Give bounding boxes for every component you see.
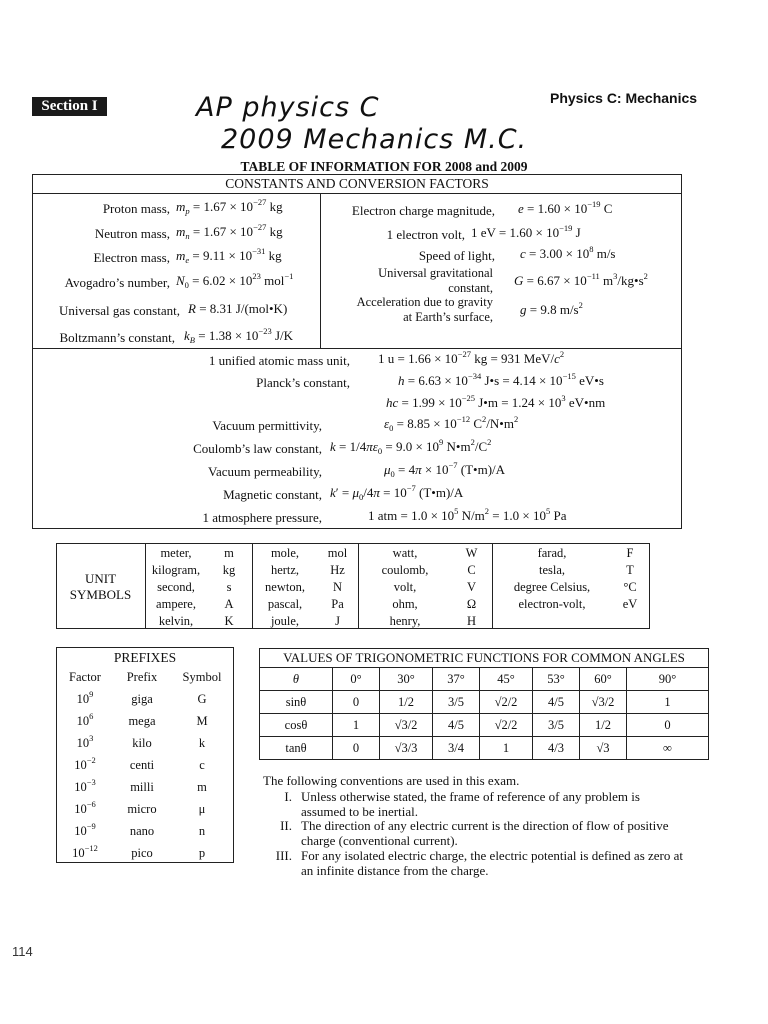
unit-symbol: T xyxy=(626,563,634,577)
trig-cell: √2/2 xyxy=(480,714,533,737)
trig-cell: 3/5 xyxy=(533,714,580,737)
symbol-cell: c xyxy=(199,757,205,772)
prefix-cell: micro xyxy=(127,801,157,816)
symbol-cell: m xyxy=(197,779,207,794)
unit-name: coulomb, xyxy=(381,563,429,577)
unit-name: ohm, xyxy=(392,597,418,611)
unit-symbol: J xyxy=(335,614,340,628)
unit-symbol: K xyxy=(224,614,234,628)
gravity-accel-value: g = 9.8 $m/s^2$ xyxy=(520,300,583,317)
boltzmann-value: $k_B = 1.38 \times 10^{-23}$ J/K xyxy=(184,326,294,345)
table-row xyxy=(58,842,232,864)
sin-label: sinθ xyxy=(260,691,333,714)
electron-mass-value: $m_e = 9.11 \times 10^{-31}$ kg xyxy=(176,246,282,265)
trig-cell: 0 xyxy=(333,691,380,714)
table-row xyxy=(253,545,358,562)
electron-mass-label: Electron mass, xyxy=(93,250,170,265)
angle-header: 45° xyxy=(480,668,533,691)
unit-symbol: W xyxy=(465,546,478,560)
tan-label: tanθ xyxy=(260,737,333,760)
trig-cell: 0 xyxy=(333,737,380,760)
atmosphere-value: 1 atm = $1.0 \times 10^5$ $N/m^2 = 1.0 \times 10^5$ Pa xyxy=(368,506,567,523)
planck-label: Planck’s constant, xyxy=(256,375,350,390)
unit-symbol: m xyxy=(224,546,234,560)
symbol-cell: p xyxy=(198,845,206,860)
factor-cell: $10^6$ xyxy=(76,710,94,728)
boltzmann-label: Boltzmann’s constant, xyxy=(59,330,175,345)
amu-value: 1 $u = 1.66 \times 10^{-27}$ kg = 931 MeV/$c^2$ xyxy=(378,349,565,366)
gravitational-label-2: constant, xyxy=(448,281,493,295)
speed-of-light-value: $c = 3.00 \times 10^8$ m/s xyxy=(520,244,616,261)
neutron-mass-label: Neutron mass, xyxy=(94,226,170,241)
convention-text-cont: assumed to be inertial. xyxy=(301,804,418,819)
course-title: Physics C: Mechanics xyxy=(550,90,698,106)
unit-name: watt, xyxy=(392,546,418,560)
factor-cell: $10^{-9}$ xyxy=(74,820,96,838)
convention-number: III. xyxy=(275,848,292,863)
unit-name: henry, xyxy=(389,614,421,628)
unit-symbol: mol xyxy=(327,546,348,560)
prefixes-heading: PREFIXES xyxy=(113,650,177,665)
cos-label: cosθ xyxy=(260,714,333,737)
prefix-cell: centi xyxy=(129,757,155,772)
unit-symbol: eV xyxy=(622,597,638,611)
trig-cell: 3/4 xyxy=(433,737,480,760)
unit-name: mole, xyxy=(270,546,300,560)
table-row xyxy=(58,666,232,688)
table-row xyxy=(493,545,649,562)
conventions-intro: The following conventions are used in this exam. xyxy=(263,773,520,788)
planck-value-h: $h = 6.63 \times 10^{-34}$ J•s = $4.14 \times 10^{-15}$ eV•s xyxy=(398,371,604,388)
unit-symbol: Ω xyxy=(466,597,477,611)
angle-header: 90° xyxy=(627,668,709,691)
table-row xyxy=(260,737,709,760)
unit-name: newton, xyxy=(265,580,305,594)
speed-of-light-label: Speed of light, xyxy=(418,248,495,263)
table-row xyxy=(493,596,649,613)
units-col-1 xyxy=(146,545,252,630)
table-row xyxy=(146,596,252,613)
trig-cell: 1 xyxy=(333,714,380,737)
unit-name: ampere, xyxy=(156,597,196,611)
unit-symbol: kg xyxy=(222,563,236,577)
convention-text-cont: charge (conventional current). xyxy=(301,833,458,848)
gravity-accel-label-2: at Earth’s surface, xyxy=(403,310,493,324)
table-row xyxy=(146,545,252,562)
table-row xyxy=(58,688,232,710)
table-row xyxy=(359,596,492,613)
table-row xyxy=(58,776,232,798)
magnetic-constant-label: Magnetic constant, xyxy=(223,487,322,502)
convention-text: For any isolated electric charge, the electric potential is defined as zero at xyxy=(301,848,684,863)
amu-label: 1 unified atomic mass unit, xyxy=(208,353,350,368)
angle-header: 53° xyxy=(533,668,580,691)
unit-symbol: N xyxy=(332,580,343,594)
table-row xyxy=(260,649,709,668)
unit-symbol: Pa xyxy=(331,597,344,611)
factor-cell: $10^9$ xyxy=(76,688,94,706)
prefix-cell: pico xyxy=(131,845,153,860)
convention-text-cont: an infinite distance from the charge. xyxy=(301,863,489,878)
symbol-cell: μ xyxy=(198,801,206,816)
table-row xyxy=(359,545,492,562)
convention-text: The direction of any electric current is the direction of flow of positive xyxy=(301,818,669,833)
trig-cell: 1/2 xyxy=(380,691,433,714)
prefix-cell: nano xyxy=(129,823,155,838)
trig-table xyxy=(259,648,709,760)
trig-cell: 4/3 xyxy=(533,737,580,760)
table-row xyxy=(260,691,709,714)
prefix-cell: giga xyxy=(131,691,153,706)
unit-name: degree Celsius, xyxy=(513,580,591,594)
unit-label-2: SYMBOLS xyxy=(69,587,132,602)
table-row xyxy=(146,613,252,630)
avogadro-value: $N_0 = 6.02 \times 10^{23}$ mol$^{-1}$ xyxy=(176,271,294,290)
unit-name: volt, xyxy=(393,580,417,594)
gas-constant-value: R = 8.31 J/(mol•K) xyxy=(188,301,288,316)
convention-text: Unless otherwise stated, the frame of reference of any problem is xyxy=(301,789,640,804)
unit-symbol: Hz xyxy=(330,563,345,577)
unit-name: meter, xyxy=(160,546,192,560)
trig-cell: √3/3 xyxy=(380,737,433,760)
symbol-cell: n xyxy=(198,823,206,838)
avogadro-label: Avogadro’s number, xyxy=(64,275,170,290)
table-row xyxy=(260,714,709,737)
unit-name: second, xyxy=(157,580,195,594)
table-row xyxy=(260,668,709,691)
convention-number: I. xyxy=(284,789,292,804)
handwritten-subtitle: 2009 Mechanics M.C. xyxy=(221,124,528,155)
angle-header: 60° xyxy=(580,668,627,691)
symbol-cell: k xyxy=(198,735,206,750)
prefixes-grid xyxy=(58,666,232,864)
trig-cell: √3 xyxy=(580,737,627,760)
table-row xyxy=(359,562,492,579)
unit-name: hertz, xyxy=(270,563,300,577)
prefix-cell: milli xyxy=(130,779,154,794)
neutron-mass-value: $m_n = 1.67 \times 10^{-27}$ kg xyxy=(176,222,283,241)
planck-value-hc: hc = $1.99 \times 10^{-25}$ J•m = $1.24 \times 10^3$ eV•nm xyxy=(386,393,606,410)
coulomb-value: $k = 1/4\pi\varepsilon_0 = 9.0 \times 10^9$ $N•m^2/C^2$ xyxy=(330,437,492,456)
unit-symbol: V xyxy=(466,580,477,594)
table-row xyxy=(58,754,232,776)
unit-name: farad, xyxy=(537,546,567,560)
proton-mass-label: Proton mass, xyxy=(102,201,170,216)
vacuum-permeability-value: $\mu_0 = 4\pi \times 10^{-7}$ (T•m)/A xyxy=(384,460,506,479)
page-number: 114 xyxy=(12,944,33,959)
atmosphere-label: 1 atmosphere pressure, xyxy=(202,510,322,525)
trig-cell: ∞ xyxy=(627,737,709,760)
electron-volt-value: 1 eV = $1.60 \times 10^{-19}$ J xyxy=(471,223,581,240)
factor-cell: $10^{-6}$ xyxy=(74,798,96,816)
angle-header: 0° xyxy=(333,668,380,691)
units-col-3 xyxy=(359,545,492,630)
unit-symbol: s xyxy=(226,580,232,594)
table-row xyxy=(253,613,358,630)
proton-mass-value: $m_p = 1.67 \times 10^{-27}$ kg xyxy=(176,197,283,216)
vacuum-permeability-label: Vacuum permeability, xyxy=(208,464,322,479)
unit-name: kelvin, xyxy=(158,614,194,628)
factor-cell: $10^3$ xyxy=(76,732,94,750)
symbol-cell: G xyxy=(197,691,207,706)
prefix-header: Prefix xyxy=(126,669,158,684)
convention-number: II. xyxy=(280,818,292,833)
unit-symbol: F xyxy=(626,546,634,560)
table-row xyxy=(253,579,358,596)
trig-cell: 4/5 xyxy=(533,691,580,714)
handwritten-title: AP physics C xyxy=(196,92,380,123)
trig-cell: √3/2 xyxy=(380,714,433,737)
unit-name: joule, xyxy=(270,614,300,628)
unit-name: pascal, xyxy=(267,597,303,611)
gravitational-label: Universal gravitational xyxy=(378,266,493,280)
electron-charge-value: $e = 1.60 \times 10^{-19}$ C xyxy=(518,199,613,216)
unit-symbol: C xyxy=(467,563,476,577)
theta-header: θ xyxy=(260,668,333,691)
table-row xyxy=(359,579,492,596)
unit-symbol: A xyxy=(224,597,234,611)
trig-cell: 1/2 xyxy=(580,714,627,737)
factor-cell: $10^{-2}$ xyxy=(74,754,96,772)
trig-cell: 4/5 xyxy=(433,714,480,737)
prefix-cell: mega xyxy=(128,713,156,728)
table-row xyxy=(58,732,232,754)
table-row xyxy=(58,798,232,820)
trig-cell: 1 xyxy=(627,691,709,714)
symbol-cell: M xyxy=(196,713,208,728)
unit-symbol: °C xyxy=(623,580,637,594)
table-row xyxy=(58,710,232,732)
prefix-cell: kilo xyxy=(132,735,152,750)
gravity-accel-label: Acceleration due to gravity xyxy=(356,295,493,309)
magnetic-constant-value: $k' = \mu_0/4\pi = 10^{-7}$ (T•m)/A xyxy=(330,483,464,502)
table-row xyxy=(58,820,232,842)
factor-cell: $10^{-3}$ xyxy=(74,776,96,794)
unit-name: tesla, xyxy=(538,563,566,577)
angle-header: 30° xyxy=(380,668,433,691)
units-col-4 xyxy=(493,545,649,613)
table-row xyxy=(253,562,358,579)
unit-symbols-label xyxy=(56,571,145,603)
symbol-header: Symbol xyxy=(182,669,222,684)
constants-heading: CONSTANTS AND CONVERSION FACTORS xyxy=(225,176,489,191)
vacuum-permittivity-value: $\varepsilon_0 = 8.85 \times 10^{-12}$ $C^2/N•m^2$ xyxy=(384,414,519,433)
table-row xyxy=(359,613,492,630)
angle-header: 37° xyxy=(433,668,480,691)
table-row xyxy=(493,579,649,596)
trig-cell: √3/2 xyxy=(580,691,627,714)
gravitational-value: $G = 6.67 \times 10^{-11}$ $m^3/kg•s^2$ xyxy=(514,271,648,288)
electron-volt-label: 1 electron volt, xyxy=(386,227,465,242)
gas-constant-label: Universal gas constant, xyxy=(59,303,180,318)
unit-symbol: H xyxy=(466,614,477,628)
table-row xyxy=(146,579,252,596)
trig-cell: 0 xyxy=(627,714,709,737)
unit-name: kilogram, xyxy=(151,563,201,577)
electron-charge-label: Electron charge magnitude, xyxy=(351,203,495,218)
unit-label-1: UNIT xyxy=(84,571,117,586)
factor-cell: $10^{-12}$ xyxy=(72,842,98,860)
table-title: TABLE OF INFORMATION FOR 2008 and 2009 xyxy=(240,159,528,174)
units-col-2 xyxy=(253,545,358,630)
table-row xyxy=(146,562,252,579)
trig-cell: 3/5 xyxy=(433,691,480,714)
trig-cell: 1 xyxy=(480,737,533,760)
section-badge: Section I xyxy=(32,97,107,116)
coulomb-label: Coulomb’s law constant, xyxy=(193,441,322,456)
trig-heading: VALUES OF TRIGONOMETRIC FUNCTIONS FOR COMMON ANGLES xyxy=(260,649,709,668)
unit-name: electron-volt, xyxy=(518,597,586,611)
factor-header: Factor xyxy=(69,669,101,684)
vacuum-permittivity-label: Vacuum permittivity, xyxy=(212,418,322,433)
table-row xyxy=(253,596,358,613)
table-row xyxy=(493,562,649,579)
trig-cell: √2/2 xyxy=(480,691,533,714)
